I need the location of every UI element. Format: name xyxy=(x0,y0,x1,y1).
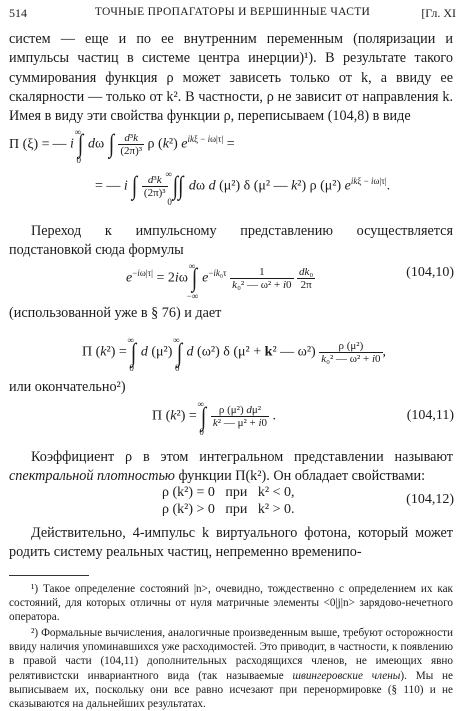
paragraph-4: или окончательно²) xyxy=(9,379,126,395)
equation-104-11: Π (k²) = ∫ ∞ 0 $\frac{\text{ρ (μ²) dμ²}}{\text{k² — μ² + i0}}$ . xyxy=(152,398,277,437)
equation-104-10: $e^{-i\omega|\tau|} = 2i\omega$ ∫ ∞ −∞ $e^{-ik_0\tau}$ $\frac{1}{\text{k₀² — ω² + i0}}$ $\frac{\text{dk₀}}{2\pi}$ xyxy=(126,260,314,301)
paragraph-3: (использованной уже в § 76) и дает xyxy=(9,305,222,321)
paragraph-5-start: Коэффициент ρ в этом интегральном представлении называют xyxy=(31,449,453,465)
page-number: 514 xyxy=(9,6,27,20)
equation-104-12-row2: ρ (k²) > 0 при k² > 0. xyxy=(162,502,295,517)
paragraph-1: систем — еще и по ее внутренним переменным (поляризации и импульсы частиц в системе центра инерции)¹). В результате такого суммирования функция ρ может зависеть только от k, а ввиду ее скалярности — только от k². В частности, ρ не зависит от направления k. Имея в виду эти свойства функции ρ, переписываем (104,8) в виде xyxy=(9,31,453,125)
equation-pi-xi-line1: Π (ξ) = — i ∫ ∞ 0 dω ∫ $\frac{\text{d³k}}{\text{(2π)³}}$ ρ (k²) $e^{ik\xi - i\omega|\tau|}$ = xyxy=(9,126,235,165)
footnote-2-start: ²) Формальные вычисления, аналогичные произведенным выше, требуют осторожности ввиду наличия упоминавшихся уже расходимостей. Это приводит, в частности, к появлению в правой части (104,11) дополнительных расходящихся членов, не имеющих явно релятивистски инвариантного вида (так называемые xyxy=(9,627,453,682)
paragraph-5 xyxy=(9,448,453,487)
term-spectral-density: спектральной плотностью xyxy=(9,468,175,485)
footnote-2 xyxy=(9,626,453,711)
equation-number-104-12: (104,12) xyxy=(406,492,454,507)
paragraph-6: Действительно, 4-импульс k виртуального фотона, который может родить систему реальных частиц, непременно временипо- xyxy=(9,525,453,561)
equation-pi-k2-double: Π (k²) = ∫ ∞ 0 d (μ²) ∫ ∞ 0 d (ω²) δ (μ² + k² — ω²) $\frac{\text{ρ (μ²)}}{\text{k₀² — ω² + i0}}$ , xyxy=(82,334,387,373)
footnote-1: ¹) Такое определение состояний |n>, очевидно, тождественно с определением их как состояний, для которых отличны от нуля матричные элементы <0|j|n> зарядово-нечетного оператора. xyxy=(9,583,453,624)
page-header xyxy=(9,6,456,24)
paragraph-2: Переход к импульсному представлению осуществляется подстановкой сюда формулы xyxy=(9,223,453,259)
chapter-label: [Гл. XI xyxy=(421,6,456,20)
equation-number-104-10: (104,10) xyxy=(406,265,454,280)
equation-pi-xi-line2: = — i ∫ $\frac{\text{d³k}}{\text{(2π)³}}$ ∫∫ ∞ 0 dω d (μ²) δ (μ² — k²) ρ (μ²) $e^{ik\xi - i\omega|\tau|}$. xyxy=(95,168,391,207)
equation-104-12-row1: ρ (k²) = 0 при k² < 0, xyxy=(162,485,295,500)
equation-comma: , xyxy=(382,344,387,360)
running-title: ТОЧНЫЕ ПРОПАГАТОРЫ И ВЕРШИННЫЕ ЧАСТИ xyxy=(94,6,371,18)
term-schwinger: швингеровские члены xyxy=(292,669,401,682)
equation-number-104-11: (104,11) xyxy=(406,408,454,423)
paragraph-5-end: функции Π(k²). Он обладает свойствами: xyxy=(174,468,426,485)
footnote-2-end: ). Мы не выписываем их, поскольку они все равно исчезают при перенормировке (§ 110) и не сказываются на дальнейших результатах. xyxy=(9,669,453,711)
footnote-divider xyxy=(9,575,89,576)
